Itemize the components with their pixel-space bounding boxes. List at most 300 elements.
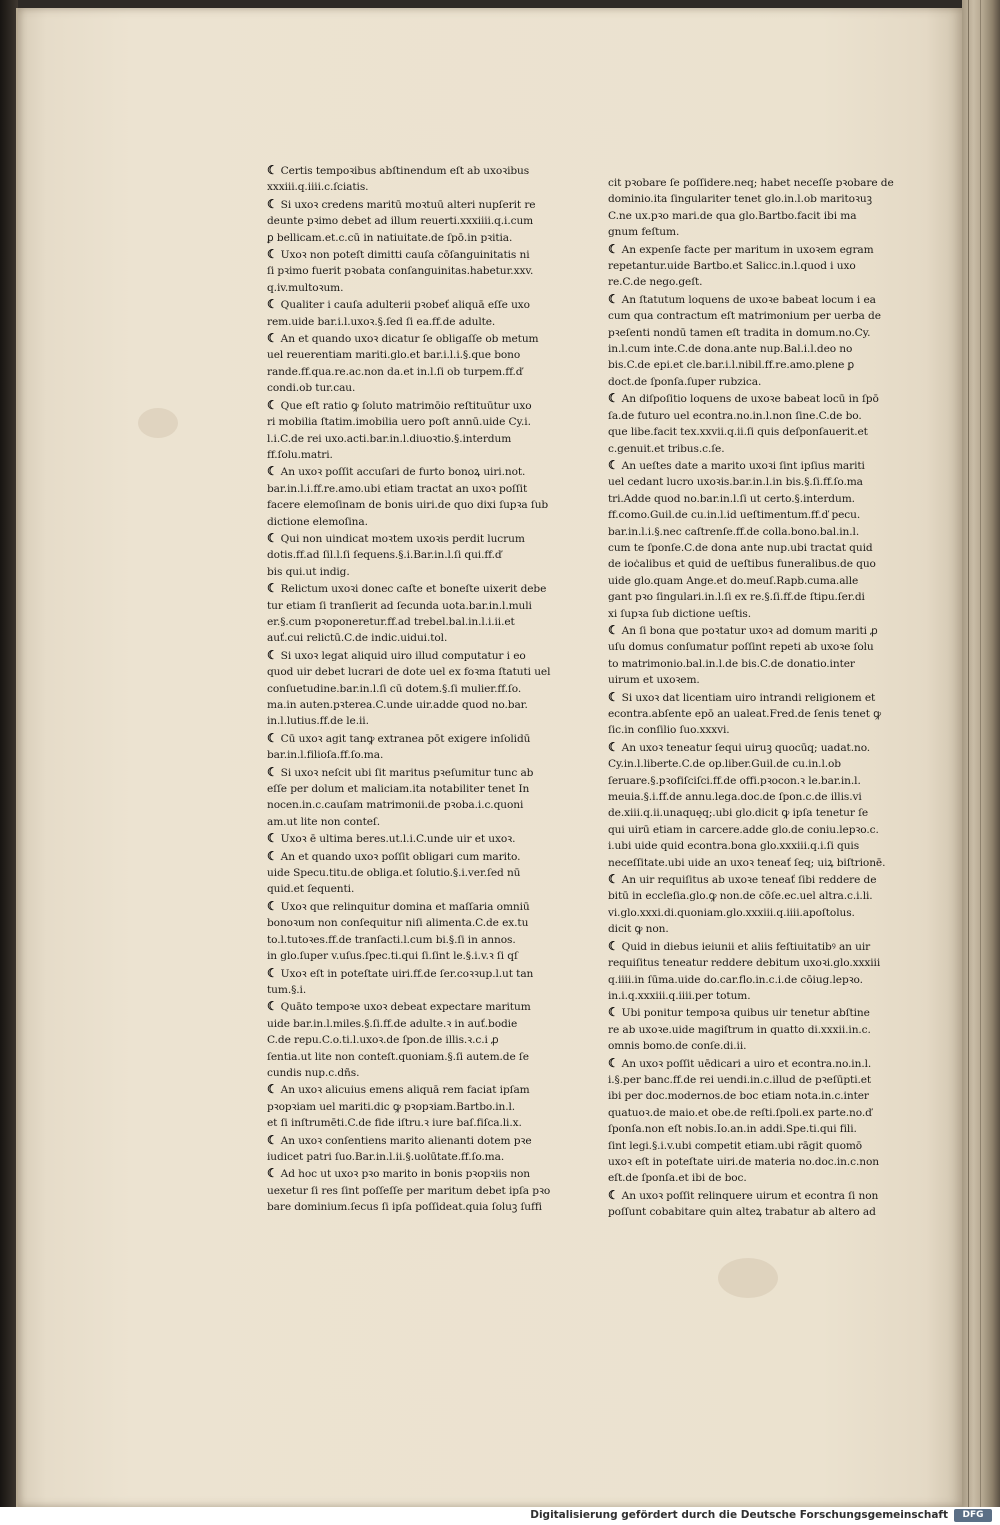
text-line: [608, 1121, 908, 1137]
text-line: [267, 1016, 551, 1032]
text-line: [267, 1165, 551, 1182]
line-text: Si uxoꝛ dat licentiam uiro intrandi religionem et: [621, 691, 876, 704]
line-text: am.ut lite non conteſ.: [267, 815, 380, 828]
line-text: ri mobilia ſtatim.imobilia uero poſt annū.uide Cy.i.: [267, 416, 531, 429]
left-text-column: [267, 162, 551, 1216]
line-text: C.de repu.C.o.ti.l.uxoꝛ.de ſpon.de illis.ꝛ.c.i ꝓ: [267, 1034, 499, 1047]
text-line: [267, 797, 551, 813]
line-text: re.C.de nego.geſt.: [608, 276, 703, 289]
paragraph-mark-icon: ☾: [267, 331, 278, 346]
line-text: gant pꝛo ſingulari.in.l.ſi ex re.§.ſi.ff.de ſtipu.ſer.di: [608, 591, 865, 604]
paragraph-mark-icon: ☾: [608, 1055, 619, 1070]
text-line: [608, 191, 908, 207]
right-text-column: [608, 175, 908, 1221]
text-line: [267, 1081, 551, 1098]
text-line: [267, 848, 551, 865]
line-text: to matrimonio.bal.in.l.de bis.C.de donatio.inter: [608, 657, 855, 670]
text-line: [608, 241, 908, 258]
line-text: uide glo.quam Ange.et do.meuſ.Rapb.cuma.alle: [608, 574, 859, 587]
line-text: bar.in.l.i.ff.re.amo.ubi etiam tractat an uxoꝛ poſſit: [267, 482, 528, 495]
line-text: bitū in eccleſia.glo.ꝙ non.de cōſe.ec.uel altra.c.i.li.: [608, 890, 873, 903]
paragraph-mark-icon: ☾: [267, 965, 278, 980]
paragraph-mark-icon: ☾: [267, 464, 278, 479]
gloss-entry: [267, 830, 551, 847]
gloss-entry: [267, 898, 551, 965]
text-line: [608, 656, 908, 672]
text-line: [608, 274, 908, 290]
text-line: [267, 713, 551, 729]
line-text: meuia.§.i.ff.de annu.lega.doc.de ſpon.c.de illis.vi: [608, 791, 862, 804]
line-text: An uxoꝛ poſſit relinquere uirum et econtra ſi non: [621, 1189, 879, 1202]
text-line: [608, 408, 908, 424]
paragraph-mark-icon: ☾: [267, 1166, 278, 1181]
funding-credit: Digitalisierung gefördert durch die Deutsche Forschungsgemeinschaft: [530, 1509, 948, 1521]
line-text: rande.ff.qua.re.ac.non da.et in.l.ſi ob turpem.ff.ď: [267, 365, 523, 378]
line-text: Uxoꝛ que relinquitur domina et maſſaria omniū: [280, 900, 530, 913]
text-line: [267, 1115, 551, 1131]
line-text: An diſpoſitio loquens de uxoꝛe babeat locū in ſpō: [621, 393, 879, 406]
text-line: [608, 573, 908, 589]
line-text: C.ne ux.pꝛo mari.de qua glo.Bartbo.facit ibi ma: [608, 209, 857, 222]
text-line: [608, 325, 908, 341]
text-line: [267, 463, 551, 480]
paragraph-mark-icon: ☾: [267, 530, 278, 545]
text-line: [267, 1199, 551, 1215]
text-line: [608, 474, 908, 490]
line-text: uirum et uxoꝛem.: [608, 674, 700, 687]
line-text: An uxoꝛ alicuius emens aliquā rem faciat ipſam: [280, 1084, 530, 1097]
text-line: [267, 747, 551, 763]
paragraph-mark-icon: ☾: [267, 730, 278, 745]
gloss-entry: [608, 938, 908, 1005]
text-line: [267, 1049, 551, 1065]
line-text: ff.ſolu.matri.: [267, 448, 333, 461]
text-line: [267, 1099, 551, 1115]
line-text: ſic.in conſilio ſuo.xxxvi.: [608, 724, 730, 737]
text-line: [608, 175, 908, 191]
text-line: [267, 681, 551, 697]
text-line: [608, 706, 908, 722]
line-text: Ubi ponitur tempoꝛa quibus uir tenetur abſtine: [621, 1007, 870, 1020]
paragraph-mark-icon: ☾: [267, 898, 278, 913]
paragraph-mark-icon: ☾: [608, 391, 619, 406]
text-line: [267, 647, 551, 664]
line-text: uexetur ſi res ſint poſſeſſe per maritum debet ipſa pꝛo: [267, 1184, 551, 1197]
line-text: to.l.tutoꝛes.ff.de tranſacti.l.cum bi.§.ſi in annos.: [267, 933, 516, 946]
text-line: [608, 1022, 908, 1038]
text-line: [267, 982, 551, 998]
text-line: [267, 697, 551, 713]
line-text: Ad hoc ut uxoꝛ pꝛo marito in bonis pꝛopꝛiis non: [280, 1168, 530, 1181]
gloss-entry: [267, 848, 551, 898]
line-text: Quāto tempoꝛe uxoꝛ debeat expectare maritum: [280, 1001, 531, 1014]
text-line: [608, 722, 908, 738]
text-line: [267, 397, 551, 414]
line-text: facere elemoſinam de bonis uiri.de quo dixi ſupꝛa ſub: [267, 499, 549, 512]
text-line: [267, 447, 551, 463]
text-line: [608, 390, 908, 407]
line-text: dicit ꝙ non.: [608, 923, 669, 936]
line-text: in.l.cum inte.C.de dona.ante nup.Bal.i.l.deo no: [608, 343, 853, 356]
text-line: [608, 672, 908, 688]
paragraph-mark-icon: ☾: [608, 938, 619, 953]
text-line: [267, 481, 551, 497]
line-text: Si uxoꝛ legat aliquid uiro illud computatur i eo: [280, 649, 526, 662]
paragraph-mark-icon: ☾: [267, 297, 278, 312]
line-text: quid.et ſequenti.: [267, 883, 355, 896]
line-text: uide Specu.titu.de obliga.et ſolutio.§.i.ver.ſed nū: [267, 867, 521, 880]
gloss-entry: [267, 730, 551, 764]
text-line: [267, 330, 551, 347]
line-text: re ab uxoꝛe.uide magiſtrum in quatto di.xxxii.in.c.: [608, 1023, 871, 1036]
text-line: [608, 540, 908, 556]
line-text: cit pꝛobare ſe poſſidere.neq; habet neceſſe pꝛobare de: [608, 177, 894, 189]
gloss-entry: [267, 463, 551, 530]
line-text: bonoꝛum non conſequitur niſi alimenta.C.de ex.tu: [267, 917, 529, 930]
line-text: Qui non uindicat moꝛtem uxoꝛis perdit lucrum: [280, 532, 525, 545]
paragraph-mark-icon: ☾: [608, 622, 619, 637]
text-line: [608, 955, 908, 971]
text-line: [608, 871, 908, 888]
line-text: An uxoꝛ poſſit uēdicari a uiro et econtra.no.in.l.: [621, 1057, 872, 1070]
text-line: [267, 764, 551, 781]
line-text: et ſi inſtrumēti.C.de fide iſtru.ꝛ iure baſ.fiſca.li.x.: [267, 1117, 522, 1130]
paragraph-mark-icon: ☾: [608, 241, 619, 256]
text-line: [608, 805, 908, 821]
line-text: An expenſe facte per maritum in uxoꝛem egram: [621, 243, 874, 256]
line-text: l.i.C.de rei uxo.acti.bar.in.l.diuoꝛtio.§.interdum: [267, 432, 512, 445]
line-text: de ioċalibus et quid de ueſtibus funeralibus.de quo: [608, 558, 876, 571]
line-text: deunte pꝛimo debet ad illum reuerti.xxxiiii.q.i.cum: [267, 215, 534, 228]
paragraph-mark-icon: ☾: [267, 1082, 278, 1097]
line-text: Cy.in.l.liberte.C.de op.liber.Guil.de cu.in.l.ob: [608, 758, 841, 771]
text-line: [267, 965, 551, 982]
line-text: xi ſupꝛa ſub dictione ueſtis.: [608, 607, 752, 620]
paper-stain: [718, 1258, 778, 1298]
line-text: tri.Adde quod no.bar.in.l.ſi ut certo.§.interdum.: [608, 492, 855, 505]
text-line: [267, 730, 551, 747]
text-line: [267, 814, 551, 830]
text-line: [608, 921, 908, 937]
line-text: Certis tempoꝛibus abſtinendum eſt ab uxoꝛibus: [280, 165, 530, 177]
text-line: [608, 258, 908, 274]
text-line: [608, 855, 908, 871]
paragraph-mark-icon: ☾: [608, 689, 619, 704]
line-text: Uxoꝛ ē ultima beres.ut.l.i.C.unde uir et uxoꝛ.: [280, 833, 516, 846]
line-text: ma.in auten.pꝛterea.C.unde uir.adde quod no.bar.: [267, 699, 528, 711]
line-text: tum.§.i.: [267, 983, 307, 996]
line-text: An ſtatutum loquens de uxoꝛe babeat locum i ea: [621, 293, 876, 306]
text-line: [608, 1204, 908, 1220]
line-text: eſſe per dolum et maliciam.ita notabiliter tenet In: [267, 783, 530, 796]
gloss-entry: [608, 622, 908, 689]
line-text: bis.C.de epi.et cle.bar.i.l.nibil.ff.re.amo.plene ꝑ: [608, 359, 855, 372]
gloss-entry: [608, 689, 908, 739]
line-text: uſu domus conſumatur poſſint repeti ab uxoꝛe ſolu: [608, 641, 874, 654]
line-text: nocen.in.c.cauſam matrimonii.de pꝛoba.i.c.quoni: [267, 799, 524, 812]
gloss-entry: [267, 1132, 551, 1166]
text-line: [267, 230, 551, 246]
line-text: qui uirū etiam in carcere.adde glo.de coniu.lepꝛo.c.: [608, 823, 879, 836]
text-line: [267, 179, 551, 195]
line-text: rem.uide bar.i.l.uxoꝛ.§.ſed ſi ea.ff.de adulte.: [267, 315, 496, 328]
line-text: Qualiter i cauſa adulterii pꝛobeť aliquā eſſe uxo: [280, 299, 530, 312]
text-line: [608, 341, 908, 357]
text-line: [267, 1065, 551, 1081]
line-text: in.i.q.xxxiii.q.iiii.per totum.: [608, 989, 751, 1002]
gloss-entry: [267, 647, 551, 730]
line-text: cum te ſponſe.C.de dona ante nup.ubi tractat quid: [608, 541, 873, 554]
line-text: doct.de ſponſa.ſuper rubzica.: [608, 375, 762, 388]
line-text: An ueſtes date a marito uxoꝛi ſint ipſius mariti: [621, 459, 865, 472]
text-line: [267, 414, 551, 430]
line-text: An ſi bona que poꝛtatur uxoꝛ ad domum mariti ꝓ: [621, 624, 878, 637]
line-text: Quid in diebus ieiunii et aliis feſtiuitatibꝰ an uir: [621, 940, 871, 953]
text-line: [608, 1055, 908, 1072]
text-line: [608, 308, 908, 324]
line-text: Relictum uxoꝛi donec caſte et boneſte uixerit debe: [280, 583, 547, 596]
line-text: econtra.abſente epō an ualeat.Fred.de ſenis tenet ꝙ: [608, 708, 882, 720]
text-line: [267, 898, 551, 915]
gloss-entry: [608, 390, 908, 457]
text-line: [608, 988, 908, 1004]
paragraph-mark-icon: ☾: [267, 647, 278, 662]
line-text: ſa.de futuro uel econtra.no.in.l.non ſine.C.de bo.: [608, 409, 862, 422]
text-line: [608, 972, 908, 988]
text-line: [608, 589, 908, 605]
gloss-entry: [608, 1187, 908, 1221]
text-line: [267, 598, 551, 614]
line-text: bis qui.ut indig.: [267, 565, 350, 578]
line-text: Uxoꝛ eſt in poteſtate uiri.ff.de ſer.coꝛꝛup.l.ut tan: [280, 967, 534, 980]
text-line: [608, 1138, 908, 1154]
text-line: [608, 1105, 908, 1121]
gloss-entry: [267, 1081, 551, 1131]
paragraph-mark-icon: ☾: [267, 163, 278, 177]
line-text: cundis nup.c.dñs.: [267, 1066, 360, 1079]
text-line: [608, 938, 908, 955]
text-line: [608, 905, 908, 921]
line-text: An uxoꝛ teneatur ſequi uiruꝫ quocūq; uadat.no.: [621, 741, 871, 754]
text-line: [608, 556, 908, 572]
paragraph-mark-icon: ☾: [608, 872, 619, 887]
line-text: uel reuerentiam mariti.glo.et bar.i.l.i.§.que bono: [267, 349, 521, 362]
paragraph-mark-icon: ☾: [267, 196, 278, 211]
line-text: An et quando uxoꝛ dicatur ſe obligaſſe ob metum: [280, 333, 539, 346]
gloss-entry: [608, 291, 908, 390]
text-line: [267, 547, 551, 563]
paragraph-mark-icon: ☾: [608, 1187, 619, 1202]
text-line: [608, 639, 908, 655]
gloss-entry: [267, 330, 551, 397]
line-text: An et quando uxoꝛ poſſit obligari cum marito.: [280, 850, 521, 863]
paragraph-mark-icon: ☾: [608, 739, 619, 754]
line-text: ſeruare.§.pꝛofiſciſci.ff.de offi.pꝛocon.ꝛ le.bar.in.l.: [608, 774, 861, 787]
text-line: [608, 291, 908, 308]
text-line: [608, 1072, 908, 1088]
paragraph-mark-icon: ☾: [267, 581, 278, 596]
line-text: condi.ob tur.cau.: [267, 382, 356, 395]
line-text: An uir requiſitus ab uxoꝛe teneať ſibi reddere de: [621, 874, 877, 887]
gloss-entry: [608, 1004, 908, 1054]
gloss-entry: [608, 241, 908, 291]
line-text: q.iv.multoꝛum.: [267, 281, 344, 294]
text-line: [267, 630, 551, 646]
line-text: tur etiam ſi tranſierit ad ſecunda uota.bar.in.l.muli: [267, 599, 532, 612]
text-line: [608, 1004, 908, 1021]
text-line: [608, 773, 908, 789]
line-text: uide bar.in.l.miles.§.ſi.ff.de adulte.ꝛ in auť.bodie: [267, 1017, 518, 1030]
text-line: [608, 1170, 908, 1186]
line-text: ſentia.ut lite non conteſt.quoniam.§.ſi autem.de ſe: [267, 1050, 529, 1063]
line-text: poſſunt cobabitare quin alteꝝ trabatur ab altero ad: [608, 1206, 876, 1219]
line-text: An uxoꝛ poſſit accuſari de furto bonoꝝ uiri.not.: [280, 466, 526, 479]
paragraph-mark-icon: ☾: [608, 291, 619, 306]
text-line: [267, 614, 551, 630]
text-line: [267, 932, 551, 948]
paragraph-mark-icon: ☾: [267, 397, 278, 412]
line-text: uel cedant lucro uxoꝛis.bar.in.l.in bis.§.ſi.ff.ſo.ma: [608, 476, 863, 489]
text-line: [267, 881, 551, 897]
line-text: Si uxoꝛ neſcit ubi ſit maritus pꝛeſumitur tunc ab: [280, 766, 534, 779]
text-line: [267, 347, 551, 363]
line-text: conſuetudine.bar.in.l.ſi cū dotem.§.ſi mulier.ff.ſo.: [267, 682, 522, 695]
gloss-entry: [267, 296, 551, 330]
line-text: bar.in.l.filioſa.ff.ſo.ma.: [267, 749, 384, 762]
text-line: [267, 213, 551, 229]
line-text: xxxiii.q.iiii.c.ſciatis.: [267, 181, 369, 194]
text-line: [608, 357, 908, 373]
line-text: neceſſitate.ubi uide an uxoꝛ teneať ſeq; uiꝝ biſtrionē.: [608, 856, 886, 869]
text-line: [267, 497, 551, 513]
gloss-entry: [267, 530, 551, 580]
gloss-entry: [267, 1165, 551, 1215]
digitization-footer: [0, 1507, 1000, 1525]
text-line: [267, 865, 551, 881]
line-text: omnis bomo.de conſe.di.ii.: [608, 1040, 747, 1053]
line-text: vi.glo.xxxi.di.quoniam.glo.xxxiii.q.iiii.apoſtolus.: [608, 906, 855, 919]
line-text: pꝛopꝛiam uel mariti.dic ꝙ pꝛopꝛiam.Bartbo.in.l.: [267, 1100, 516, 1113]
text-line: [267, 431, 551, 447]
line-text: quatuoꝛ.de maio.et obe.de reſti.ſpoli.ex parte.no.ď: [608, 1106, 872, 1119]
text-line: [608, 1154, 908, 1170]
text-line: [267, 948, 551, 964]
line-text: cum qua contractum eſt matrimonium per uerba de: [608, 310, 881, 323]
line-text: An uxoꝛ conſentiens marito alienanti dotem pꝛe: [280, 1134, 532, 1147]
text-line: [267, 1149, 551, 1165]
text-line: [608, 888, 908, 904]
text-line: [267, 998, 551, 1015]
paragraph-mark-icon: ☾: [267, 1132, 278, 1147]
line-text: eſt.de ſponſa.et ibi de boc.: [608, 1172, 747, 1185]
line-text: ꝑ bellicam.et.c.cū in natiuitate.de ſpō.in pꝛitia.: [267, 231, 513, 244]
line-text: quod uir debet lucrari de dote uel ex foꝛma ſtatuti uel: [267, 666, 551, 679]
text-line: [267, 263, 551, 279]
line-text: ſponſa.non eſt nobis.Io.an.in addi.Spe.ti.qui fili.: [608, 1123, 857, 1136]
gloss-entry: [267, 998, 551, 1081]
paragraph-mark-icon: ☾: [267, 848, 278, 863]
text-line: [267, 664, 551, 680]
gloss-entry: [267, 246, 551, 296]
text-line: [608, 208, 908, 224]
text-line: [267, 915, 551, 931]
line-text: er.§.cum pꝛoponeretur.ff.ad trebel.bal.in.l.i.ii.et: [267, 615, 515, 628]
gloss-entry: [608, 175, 908, 241]
dfg-logo: DFG: [954, 1509, 992, 1522]
line-text: bare dominium.ſecus ſi ipſa poſſideat.quia ſoluꝫ ſuffi: [267, 1201, 542, 1214]
text-line: [608, 689, 908, 706]
paragraph-mark-icon: ☾: [608, 457, 619, 472]
text-line: [267, 1132, 551, 1149]
paragraph-mark-icon: ☾: [267, 831, 278, 846]
gloss-entry: [267, 397, 551, 464]
text-line: [608, 374, 908, 390]
text-line: [608, 622, 908, 639]
line-text: gnum feſtum.: [608, 226, 680, 239]
text-line: [608, 756, 908, 772]
line-text: i.§.per banc.ff.de rei uendi.in.c.illud de pꝛeſūpti.et: [608, 1073, 872, 1086]
text-line: [267, 196, 551, 213]
line-text: repetantur.uide Bartbo.et Salicc.in.l.quod i uxo: [608, 260, 856, 273]
text-line: [267, 380, 551, 396]
gloss-entry: [608, 457, 908, 622]
line-text: iudicet patri ſuo.Bar.in.l.ii.§.uolūtate.ff.ſo.ma.: [267, 1150, 505, 1163]
gloss-entry: [608, 739, 908, 871]
text-line: [267, 296, 551, 313]
line-text: Que eſt ratio ꝙ ſoluto matrimōio reſtituūtur uxo: [280, 399, 532, 412]
paper-stain: [138, 408, 178, 438]
line-text: c.genuit.et tribus.c.ſe.: [608, 442, 725, 455]
text-line: [267, 1183, 551, 1199]
text-line: [608, 424, 908, 440]
page-fore-edge: [962, 0, 1000, 1507]
line-text: Uxoꝛ non poteſt dimitti cauſa cōſanguinitatis ni: [280, 249, 530, 262]
text-line: [608, 822, 908, 838]
text-line: [267, 580, 551, 597]
text-line: [267, 280, 551, 296]
text-line: [608, 491, 908, 507]
line-text: in glo.ſuper v.uſus.ſpec.ti.qui ſi.ſint le.§.i.v.ꝛ ſi qſ: [267, 950, 518, 963]
line-text: pꝛeſenti nondū tamen eſt tradita in domum.no.Cy.: [608, 326, 871, 339]
line-text: in.l.lutius.ff.de le.ii.: [267, 715, 369, 728]
line-text: i.ubi uide quid econtra.bona glo.xxxiii.q.i.ſi quis: [608, 840, 860, 853]
text-line: [608, 606, 908, 622]
paragraph-mark-icon: ☾: [267, 999, 278, 1014]
text-line: [608, 789, 908, 805]
text-line: [608, 1038, 908, 1054]
gloss-entry: [608, 871, 908, 938]
text-line: [267, 364, 551, 380]
text-line: [608, 1187, 908, 1204]
text-line: [608, 441, 908, 457]
gloss-entry: [608, 1055, 908, 1187]
text-line: [267, 830, 551, 847]
text-line: [267, 514, 551, 530]
line-text: que libe.facit tex.xxvii.q.ii.ſi quis deſponſauerit.et: [608, 426, 868, 439]
line-text: dictione elemoſina.: [267, 515, 368, 528]
line-text: uxoꝛ eſt in poteſtate uiri.de materia no.doc.in.c.non: [608, 1155, 879, 1168]
line-text: de.xiii.q.ii.unaquęq;.ubi glo.dicit ꝙ ipſa tenetur ſe: [608, 807, 869, 820]
text-line: [608, 1088, 908, 1104]
gloss-entry: [267, 580, 551, 647]
line-text: requiſitus teneatur reddere debitum uxoꝛi.glo.xxxiii: [608, 957, 881, 970]
paragraph-mark-icon: ☾: [267, 247, 278, 262]
text-line: [267, 781, 551, 797]
text-line: [267, 564, 551, 580]
text-line: [608, 838, 908, 854]
text-line: [267, 246, 551, 263]
text-line: [608, 224, 908, 240]
